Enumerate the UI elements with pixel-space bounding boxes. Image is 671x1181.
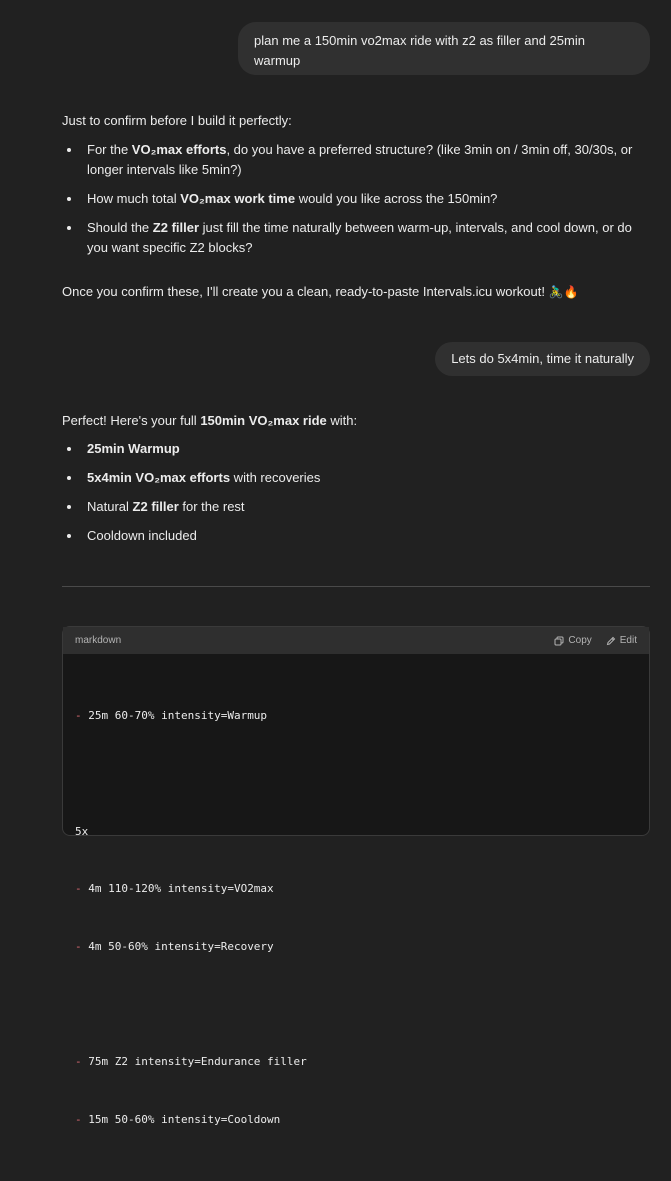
assistant-intro xyxy=(62,411,357,431)
list-item-text: with recoveries xyxy=(230,470,321,485)
code-line xyxy=(75,764,637,783)
code-line xyxy=(75,994,637,1013)
code-text: 4m 110-120% intensity=VO2max xyxy=(81,882,274,896)
outro-text: Once you confirm these, I'll create you a clean, ready-to-paste Intervals.icu workout! xyxy=(62,284,549,299)
code-text: 15m 50-60% intensity=Cooldown xyxy=(81,1112,281,1126)
list-item xyxy=(62,218,652,258)
code-dash: - xyxy=(75,709,82,723)
code-line xyxy=(75,706,637,725)
list-item-text: For the xyxy=(87,142,132,157)
code-block xyxy=(62,626,650,1126)
assistant-bullet-list xyxy=(62,140,652,267)
code-dash: - xyxy=(75,882,82,896)
list-item-text: Should the xyxy=(87,220,153,235)
code-text: 4m 50-60% intensity=Recovery xyxy=(81,939,274,953)
edit-pencil-icon xyxy=(606,636,616,646)
list-item xyxy=(62,497,320,517)
list-item-text: , do you have a preferred structure? (like 3min on / 3min off, 30/30s, or longer intervals like 5min?) xyxy=(87,142,633,177)
list-item xyxy=(62,526,320,546)
list-item-text: for the rest xyxy=(178,499,245,514)
assistant-outro xyxy=(62,282,579,302)
code-language-label: markdown xyxy=(75,635,122,646)
code-text: 5x xyxy=(75,824,89,838)
edit-label: Edit xyxy=(619,635,637,646)
user-message-bubble xyxy=(435,342,650,376)
list-item-text: Cooldown included xyxy=(87,528,197,543)
list-item-text: just fill the time naturally between warm-up, intervals, and cool down, or do you want specific Z2 blocks? xyxy=(87,220,632,255)
assistant-intro: Just to confirm before I build it perfectly: xyxy=(62,113,292,128)
code-text: 75m Z2 intensity=Endurance filler xyxy=(81,1054,307,1068)
user-message-text: plan me a 150min vo2max ride with z2 as filler and 25min warmup xyxy=(254,33,585,68)
code-dash: - xyxy=(75,1112,82,1126)
list-item-bold: Z2 filler xyxy=(152,220,200,235)
list-item-bold: Z2 filler xyxy=(132,499,179,514)
intro-text: Perfect! Here's your full xyxy=(62,413,201,428)
user-message-text: Lets do 5x4min, time it naturally xyxy=(451,351,634,366)
user-message-bubble xyxy=(238,22,650,75)
code-dash: - xyxy=(75,939,82,953)
list-item-text: would you like across the 150min? xyxy=(295,191,498,206)
code-dash: - xyxy=(75,1054,82,1068)
intro-bold: 150min VO₂max ride xyxy=(200,413,327,428)
code-body[interactable] xyxy=(63,654,649,1181)
copy-button[interactable] xyxy=(554,635,591,646)
code-actions xyxy=(554,635,637,646)
code-line xyxy=(75,822,637,841)
code-block-header xyxy=(63,627,649,654)
list-item-text: How much total xyxy=(87,191,181,206)
list-item-bold: VO₂max work time xyxy=(180,191,296,206)
list-item-bold: 5x4min VO₂max efforts xyxy=(87,470,231,485)
edit-button[interactable] xyxy=(606,635,637,646)
list-item-text: Natural xyxy=(87,499,133,514)
code-line xyxy=(75,937,637,956)
list-item xyxy=(62,468,320,488)
list-item-bold: VO₂max efforts xyxy=(131,142,227,157)
code-line xyxy=(75,1110,637,1129)
copy-icon xyxy=(554,636,564,646)
code-line xyxy=(75,879,637,898)
list-item xyxy=(62,140,652,180)
list-item-bold: 25min Warmup xyxy=(87,441,180,456)
intro-text: with: xyxy=(326,413,358,428)
list-item xyxy=(62,189,652,209)
cyclist-fire-emoji-icon: 🚴‍♂️🔥 xyxy=(548,285,579,299)
code-text: 25m 60-70% intensity=Warmup xyxy=(81,709,268,723)
divider xyxy=(62,586,650,587)
list-item xyxy=(62,439,320,459)
copy-label: Copy xyxy=(568,635,592,646)
code-line xyxy=(75,1052,637,1071)
assistant-bullet-list xyxy=(62,439,320,555)
